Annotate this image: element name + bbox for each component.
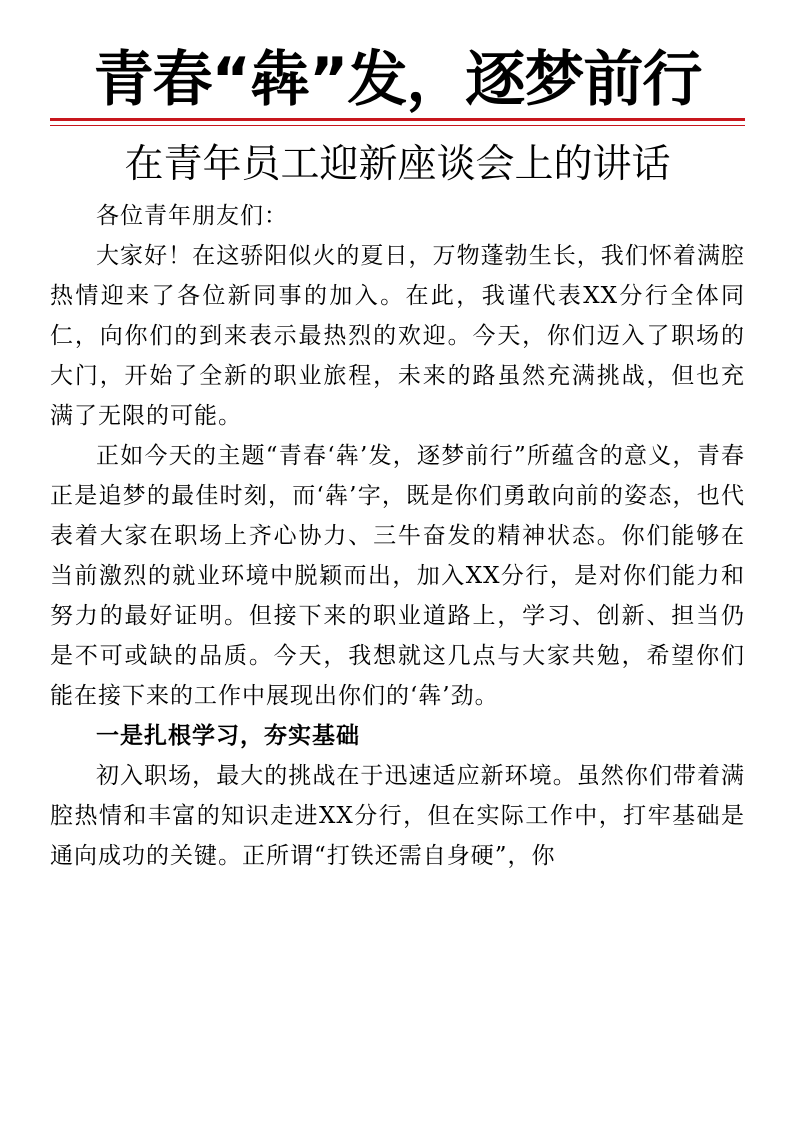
paragraph-theme: 正如今天的主题“青春‘犇’发，逐梦前行”所蕴含的意义，青春正是追梦的最佳时刻，而‘犇’字，既是你们勇敢向前的姿态，也代表着大家在职场上齐心协力、三牛奋发的精神状态。你们能够在当前激烈的就业环境中脱颖而出，加入XX分行，是对你们能力和努力的最好证明。但接下来的职业道路上，学习、创新、担当仍是不可或缺的品质。今天，我想就这几点与大家共勉，希望你们能在接下来的工作中展现出你们的‘犇’劲。 bbox=[50, 443, 745, 709]
speech-body bbox=[50, 196, 745, 876]
title-rule-thin-line bbox=[50, 125, 745, 126]
paragraph-learning: 初入职场，最大的挑战在于迅速适应新环境。虽然你们带着满腔热情和丰富的知识走进XX分行，但在实际工作中，打牢基础是通向成功的关键。正所谓“打铁还需自身硬”，你 bbox=[50, 763, 745, 869]
title-rule-thick-line bbox=[50, 118, 745, 121]
main-title: 青春“犇”发，逐梦前行 bbox=[93, 45, 702, 115]
greeting-line: 各位青年朋友们： bbox=[96, 203, 288, 229]
section-heading-learning: 一是扎根学习，夯实基础 bbox=[96, 723, 360, 749]
sub-title: 在青年员工迎新座谈会上的讲话 bbox=[124, 142, 671, 187]
title-double-rule bbox=[50, 118, 745, 128]
paragraph-welcome: 大家好！在这骄阳似火的夏日，万物蓬勃生长，我们怀着满腔热情迎来了各位新同事的加入。在此，我谨代表XX分行全体同仁，向你们的到来表示最热烈的欢迎。今天，你们迈入了职场的大门，开始了全新的职业旅程，未来的路虽然充满挑战，但也充满了无限的可能。 bbox=[50, 243, 745, 429]
